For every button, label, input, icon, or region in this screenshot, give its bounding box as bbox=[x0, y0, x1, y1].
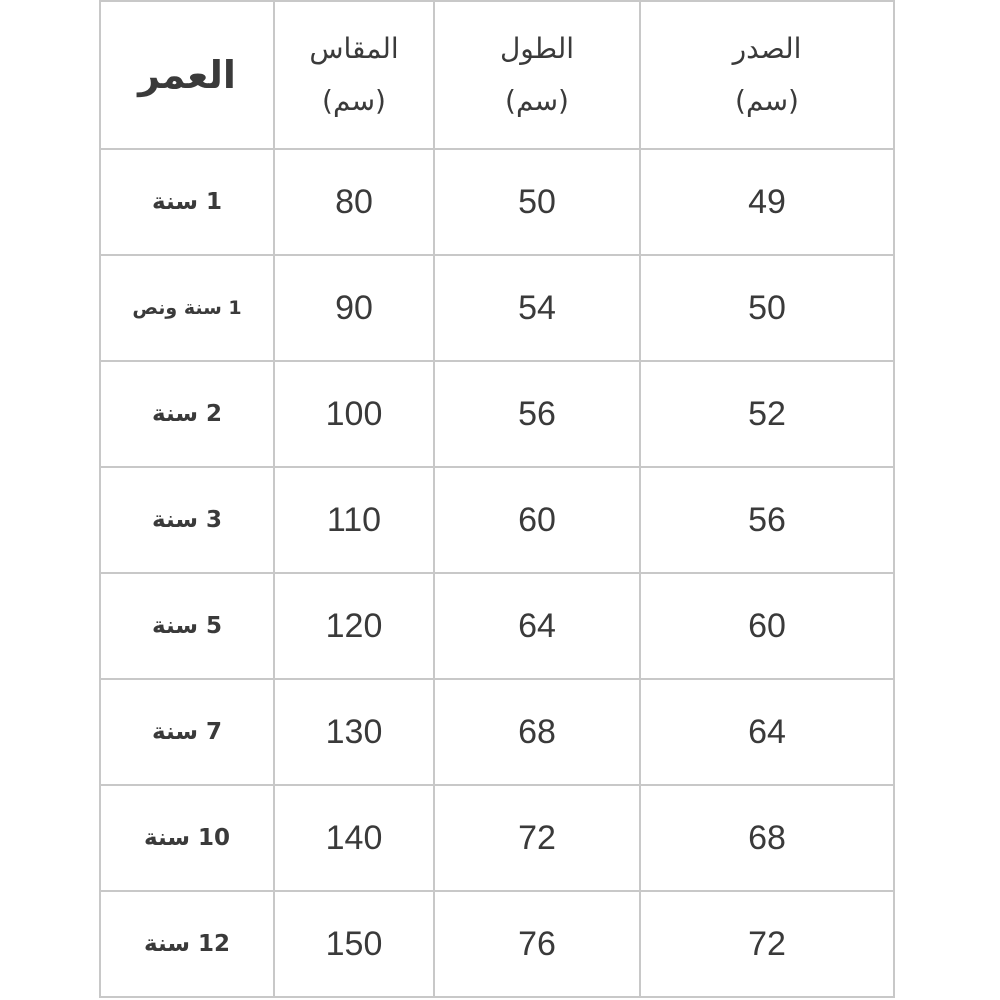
table-row bbox=[100, 361, 894, 467]
size-header bbox=[274, 1, 434, 149]
chest-cell: 50 bbox=[640, 255, 894, 361]
table-row bbox=[100, 679, 894, 785]
chest-cell: 68 bbox=[640, 785, 894, 891]
age-cell: 12 سنة bbox=[100, 891, 274, 997]
table-row bbox=[100, 149, 894, 255]
size-cell: 150 bbox=[274, 891, 434, 997]
chest-cell: 60 bbox=[640, 573, 894, 679]
size-cell: 100 bbox=[274, 361, 434, 467]
length-cell: 68 bbox=[434, 679, 640, 785]
length-cell: 72 bbox=[434, 785, 640, 891]
chest-cell: 49 bbox=[640, 149, 894, 255]
age-cell: 2 سنة bbox=[100, 361, 274, 467]
chest-cell: 64 bbox=[640, 679, 894, 785]
size-header-unit: (سم) bbox=[322, 84, 386, 117]
size-cell: 90 bbox=[274, 255, 434, 361]
chest-header bbox=[640, 1, 894, 149]
table-row bbox=[100, 573, 894, 679]
chest-cell: 56 bbox=[640, 467, 894, 573]
age-cell: 10 سنة bbox=[100, 785, 274, 891]
age-cell: 3 سنة bbox=[100, 467, 274, 573]
chest-cell: 52 bbox=[640, 361, 894, 467]
length-cell: 54 bbox=[434, 255, 640, 361]
header-row bbox=[100, 1, 894, 149]
age-header: العمر bbox=[100, 1, 274, 149]
length-header-label: الطول bbox=[499, 32, 575, 65]
chest-cell: 72 bbox=[640, 891, 894, 997]
chest-header-unit: (سم) bbox=[735, 84, 799, 117]
length-cell: 50 bbox=[434, 149, 640, 255]
length-cell: 60 bbox=[434, 467, 640, 573]
table-row bbox=[100, 785, 894, 891]
length-header bbox=[434, 1, 640, 149]
age-cell: 5 سنة bbox=[100, 573, 274, 679]
table-row bbox=[100, 467, 894, 573]
chest-header-label: الصدر bbox=[732, 32, 802, 65]
length-cell: 56 bbox=[434, 361, 640, 467]
age-cell: 7 سنة bbox=[100, 679, 274, 785]
length-header-unit: (سم) bbox=[505, 84, 569, 117]
size-cell: 130 bbox=[274, 679, 434, 785]
length-cell: 76 bbox=[434, 891, 640, 997]
size-cell: 120 bbox=[274, 573, 434, 679]
size-cell: 140 bbox=[274, 785, 434, 891]
length-cell: 64 bbox=[434, 573, 640, 679]
age-cell: 1 سنة ونص bbox=[100, 255, 274, 361]
size-header-label: المقاس bbox=[309, 32, 399, 65]
size-chart-table bbox=[99, 0, 895, 998]
size-cell: 110 bbox=[274, 467, 434, 573]
table-row bbox=[100, 255, 894, 361]
size-cell: 80 bbox=[274, 149, 434, 255]
age-cell: 1 سنة bbox=[100, 149, 274, 255]
table-row bbox=[100, 891, 894, 997]
